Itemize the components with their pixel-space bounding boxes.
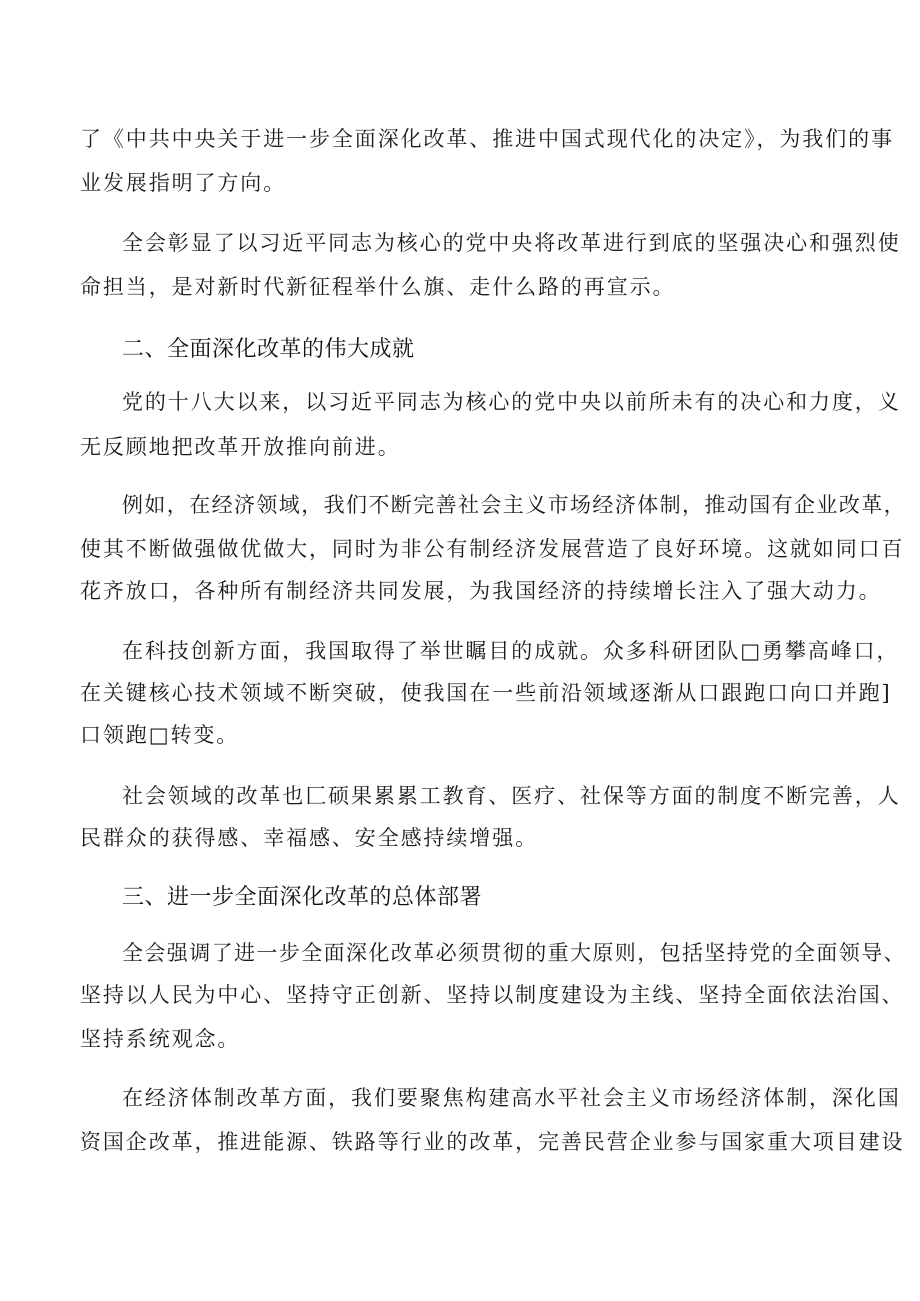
paragraph-line: 全会强调了进一步全面深化改革必须贯彻的重大原则，包括坚持党的全面领导、 xyxy=(122,941,906,965)
paragraph-line: 坚持系统观念。 xyxy=(80,1027,241,1051)
paragraph-line: 在关键核心技术领域不断突破，使我国在一些前沿领域逐渐从口跟跑口向口并跑] xyxy=(80,681,892,705)
paragraph-line: 命担当，是对新时代新征程举什么旗、走什么路的再宣示。 xyxy=(80,275,676,299)
paragraph-line: 了《中共中央关于进一步全面深化改革、推进中国式现代化的决定》，为我们的事 xyxy=(80,127,894,151)
paragraph-line: 无反顾地把改革开放推向前进。 xyxy=(80,435,401,459)
paragraph-line: 使其不断做强做优做大，同时为非公有制经济发展营造了良好环境。这就如同口百 xyxy=(80,537,905,561)
paragraph-line: 花齐放口，各种所有制经济共同发展，为我国经济的持续增长注入了强大动力。 xyxy=(80,579,882,603)
paragraph-line: 在经济体制改革方面，我们要聚焦构建高水平社会主义市场经济体制，深化国 xyxy=(122,1086,901,1110)
paragraph-line: 社会领域的改革也匚硕果累累工教育、医疗、社保等方面的制度不断完善，人 xyxy=(122,784,901,808)
paragraph-line: 口领跑□转变。 xyxy=(80,723,240,747)
paragraph-line: 民群众的获得感、幸福感、安全感持续增强。 xyxy=(80,826,538,850)
paragraph-line: 业发展指明了方向。 xyxy=(80,171,287,195)
paragraph-line: 资国企改革，推进能源、铁路等行业的改革，完善民营企业参与国家重大项目建设 xyxy=(80,1130,905,1154)
section-heading: 三、进一步全面深化改革的总体部署 xyxy=(122,885,483,910)
section-heading: 二、全面深化改革的伟大成就 xyxy=(122,337,415,362)
paragraph-line: 坚持以人民为中心、坚持守正创新、坚持以制度建设为主线、坚持全面依法治国、 xyxy=(80,983,905,1007)
paragraph-line: 全会彰显了以习近平同志为核心的党中央将改革进行到底的坚强决心和强烈使 xyxy=(122,231,901,255)
paragraph-line: 在科技创新方面，我国取得了举世瞩目的成就。众多科研团队□勇攀高峰口， xyxy=(122,639,900,663)
paragraph-line: 党的十八大以来，以习近平同志为核心的党中央以前所未有的决心和力度，义 xyxy=(122,390,901,414)
paragraph-line: 例如，在经济领域，我们不断完善社会主义市场经济体制，推动国有企业改革， xyxy=(122,493,906,517)
